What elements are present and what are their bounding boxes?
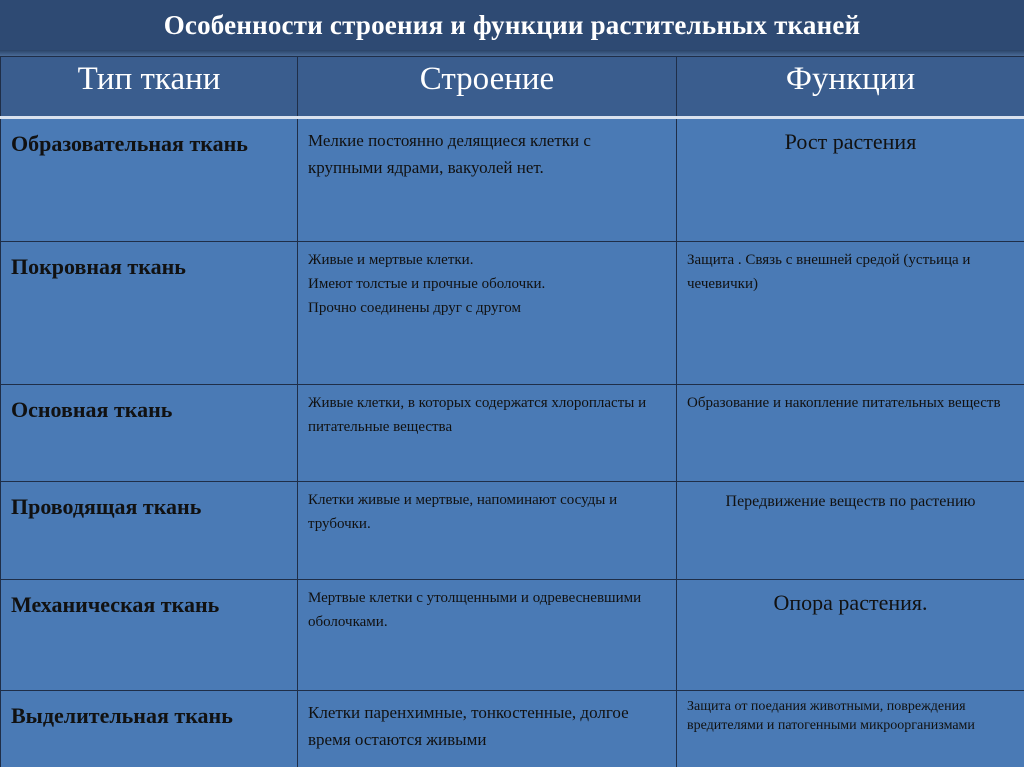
- structure-line: Имеют толстые и прочные оболочки.: [308, 276, 546, 292]
- structure-line: Живые и мертвые клетки.: [308, 252, 474, 268]
- tissue-function: Передвижение веществ по растению: [677, 482, 1024, 580]
- tissue-type: Механическая ткань: [1, 580, 298, 691]
- table-row: [1, 242, 1024, 385]
- structure-line: Прочно соединены друг с другом: [308, 300, 521, 316]
- tissue-type: Образовательная ткань: [1, 118, 298, 242]
- tissue-function: Защита от поедания животными, повреждения вредителями и патогенными микроорганизмами: [677, 691, 1024, 767]
- header-type: Тип ткани: [1, 57, 298, 118]
- tissue-type: Основная ткань: [1, 385, 298, 482]
- tissue-structure: [298, 242, 677, 385]
- tissues-table: [0, 56, 1024, 767]
- tissue-structure: Клетки паренхимные, тонкостенные, долгое время остаются живыми: [298, 691, 677, 767]
- tissue-structure: Мелкие постоянно делящиеся клетки с крупными ядрами, вакуолей нет.: [298, 118, 677, 242]
- tissue-structure: Мертвые клетки с утолщенными и одревесневшими оболочками.: [298, 580, 677, 691]
- tissue-structure: Клетки живые и мертвые, напоминают сосуды и трубочки.: [298, 482, 677, 580]
- tissue-type: Покровная ткань: [1, 242, 298, 385]
- table-row: [1, 691, 1024, 767]
- table-row: [1, 580, 1024, 691]
- tissue-function: Защита . Связь с внешней средой (устьица и чечевички): [677, 242, 1024, 385]
- table-header-row: [1, 57, 1024, 118]
- tissue-type: Выделительная ткань: [1, 691, 298, 767]
- tissue-function: Образование и накопление питательных веществ: [677, 385, 1024, 482]
- tissue-function: Рост растения: [677, 118, 1024, 242]
- table-row: [1, 118, 1024, 242]
- table-row: [1, 385, 1024, 482]
- slide-title: Особенности строения и функции растительных тканей: [0, 0, 1024, 50]
- header-structure: Строение: [298, 57, 677, 118]
- header-function: Функции: [677, 57, 1024, 118]
- tissue-structure: Живые клетки, в которых содержатся хлоропласты и питательные вещества: [298, 385, 677, 482]
- tissue-type: Проводящая ткань: [1, 482, 298, 580]
- table-row: [1, 482, 1024, 580]
- tissue-function: Опора растения.: [677, 580, 1024, 691]
